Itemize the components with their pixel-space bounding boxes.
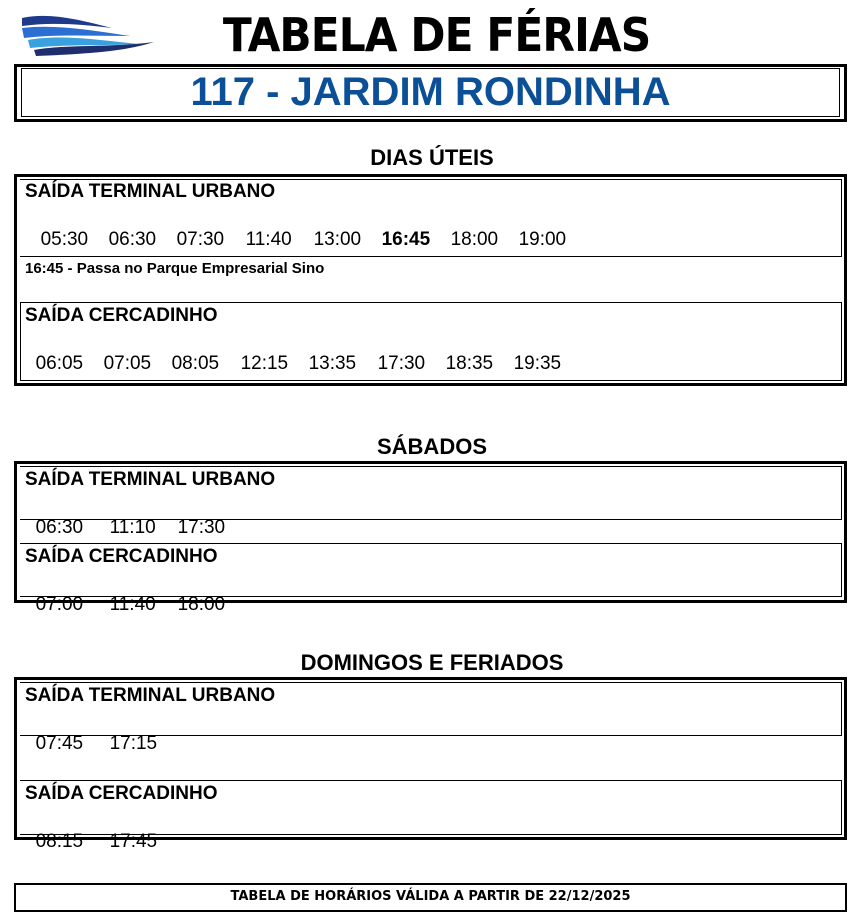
route-name: 117 - JARDIM RONDINHA [21, 68, 840, 117]
departure-time: 06:30 [108, 229, 157, 250]
departure-time: 07:00 [35, 594, 84, 615]
saturdays-cercadinho-label: SAÍDA CERCADINHO [25, 546, 218, 567]
sundays-cercadinho-label: SAÍDA CERCADINHO [25, 783, 218, 804]
departure-time: 08:15 [35, 831, 84, 852]
departure-time: 06:30 [35, 517, 84, 538]
departure-time: 17:30 [377, 353, 426, 374]
saturdays-cercadinho-times [25, 572, 238, 616]
departure-time: 19:35 [513, 353, 562, 374]
departure-time: 11:10 [109, 517, 156, 538]
departure-time: 13:00 [313, 229, 362, 250]
weekdays-route-note: 16:45 - Passa no Parque Empresarial Sino [25, 260, 325, 277]
saturdays-section-title: SÁBADOS [376, 434, 487, 459]
departure-time: 11:40 [245, 229, 292, 250]
sundays-cercadinho-times [25, 809, 170, 853]
sundays-section-title: DOMINGOS E FERIADOS [300, 650, 564, 675]
page-title: TABELA DE FÉRIAS [222, 8, 651, 62]
saturdays-terminal-times [25, 495, 238, 539]
departure-time: 05:30 [40, 229, 89, 250]
weekdays-cercadinho-label: SAÍDA CERCADINHO [25, 305, 218, 326]
departure-time: 18:35 [445, 353, 494, 374]
departure-time: 18:00 [177, 594, 226, 615]
departure-time: 07:05 [103, 353, 152, 374]
departure-time-highlighted: 16:45 [381, 229, 431, 250]
departure-time: 07:45 [35, 733, 84, 754]
weekdays-terminal-times [30, 207, 579, 251]
weekdays-cercadinho-times [25, 331, 574, 375]
saturdays-terminal-label: SAÍDA TERMINAL URBANO [25, 469, 276, 490]
sundays-terminal-label: SAÍDA TERMINAL URBANO [25, 685, 276, 706]
weekdays-section-title: DIAS ÚTEIS [370, 145, 494, 170]
departure-time: 17:30 [177, 517, 226, 538]
sundays-terminal-times [25, 711, 170, 755]
departure-time: 13:35 [308, 353, 357, 374]
departure-time: 17:15 [109, 733, 158, 754]
departure-time: 08:05 [171, 353, 220, 374]
departure-time: 06:05 [35, 353, 84, 374]
departure-time: 11:40 [109, 594, 156, 615]
weekdays-terminal-label: SAÍDA TERMINAL URBANO [25, 181, 276, 202]
departure-time: 12:15 [240, 353, 289, 374]
departure-time: 18:00 [450, 229, 499, 250]
departure-time: 17:45 [109, 831, 158, 852]
validity-footer: TABELA DE HORÁRIOS VÁLIDA A PARTIR DE 22/12/2025 [14, 883, 847, 912]
departure-time: 07:30 [176, 229, 225, 250]
departure-time: 19:00 [518, 229, 567, 250]
